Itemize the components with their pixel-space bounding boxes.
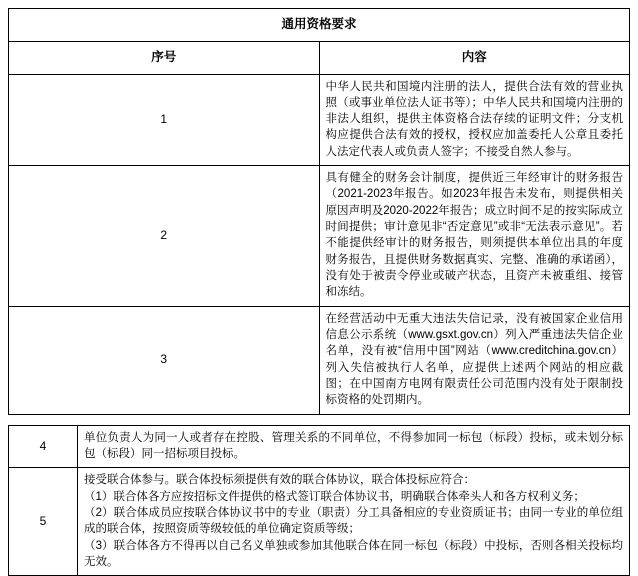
row-content-line: 在经营活动中无重大违法失信记录，没有被国家企业信用信息公示系统（www.gsxt.gov.cn）列入严重违法失信企业名单，没有被“信用中国”网站（www.creditchina.gov.cn）列入失信被执行人名单，应提供上述两个网站的相应截图；在中国南方电网有限责任公司范围内没有处于限制投标资格的处罚期内。 [325,312,623,407]
table-title-row [9,9,630,42]
table-row [9,166,630,307]
table-header-row [9,41,630,74]
row-content-line: 接受联合体参与。联合体投标须提供有效的联合体协议，联合体投标应符合： [84,474,475,487]
row-content-line: 具有健全的财务会计制度，提供近三年经审计的财务报告（2021-2023年报告。如2023年报告未发布，则提供相关原因声明及2020-2022年报告；成立时间不足的按实际成立时间提供；审计意见非“否定意见”或非“无法表示意见”。若不能提供经审计的财务报告，则须提供本单位出具的年度财务报告，且提供财务数据真实、完整、准确的承诺函），没有处于被责令停业或破产状态，且资产未被重组、接管和冻结。 [325,172,623,299]
row-content [78,425,630,468]
table-row [9,306,630,414]
table-row [9,425,630,468]
row-number: 2 [9,166,320,307]
table-row [9,74,630,166]
row-content-line: （2）联合体成员应按联合体协议书中的专业（职责）分工具备相应的专业资质证书；由同一专业的单位组成的联合体，按照资质等级较低的单位确定资质等级； [84,507,623,536]
row-content-line: （3）联合体各方不得再以自己名义单独或参加其他联合体在同一标包（标段）中投标，否则各相关投标均无效。 [84,539,623,569]
row-content-line: 中华人民共和国境内注册的法人，提供合法有效的营业执照（或事业单位法人证书等）；中华人民共和国境内注册的非法人组织，提供主体资格合法存续的证明文件；分支机构应提供合法有效的授权，授权应加盖委托人公章且委托人法定代表人或负责人签字；不接受自然人参与。 [325,80,623,158]
column-header-content: 内容 [319,41,630,74]
row-number: 4 [9,425,78,468]
row-number: 1 [9,74,320,166]
row-content [319,74,630,166]
requirements-table-part2 [8,425,630,576]
row-number: 5 [9,468,78,576]
requirements-table-part1 [8,8,630,415]
row-content [78,468,630,576]
table-gap [8,415,630,425]
table-row [9,468,630,576]
table-title: 通用资格要求 [9,9,630,42]
row-content-line: （1）联合体各方应按招标文件提供的格式签订联合体协议书，明确联合体牵头人和各方权利义务； [84,490,585,503]
column-header-number: 序号 [9,41,320,74]
row-number: 3 [9,306,320,414]
row-content [319,306,630,414]
row-content-line: 单位负责人为同一人或者存在控股、管理关系的不同单位，不得参加同一标包（标段）投标，或未划分标包（标段）同一招标项目投标。 [84,431,623,461]
row-content [319,166,630,307]
